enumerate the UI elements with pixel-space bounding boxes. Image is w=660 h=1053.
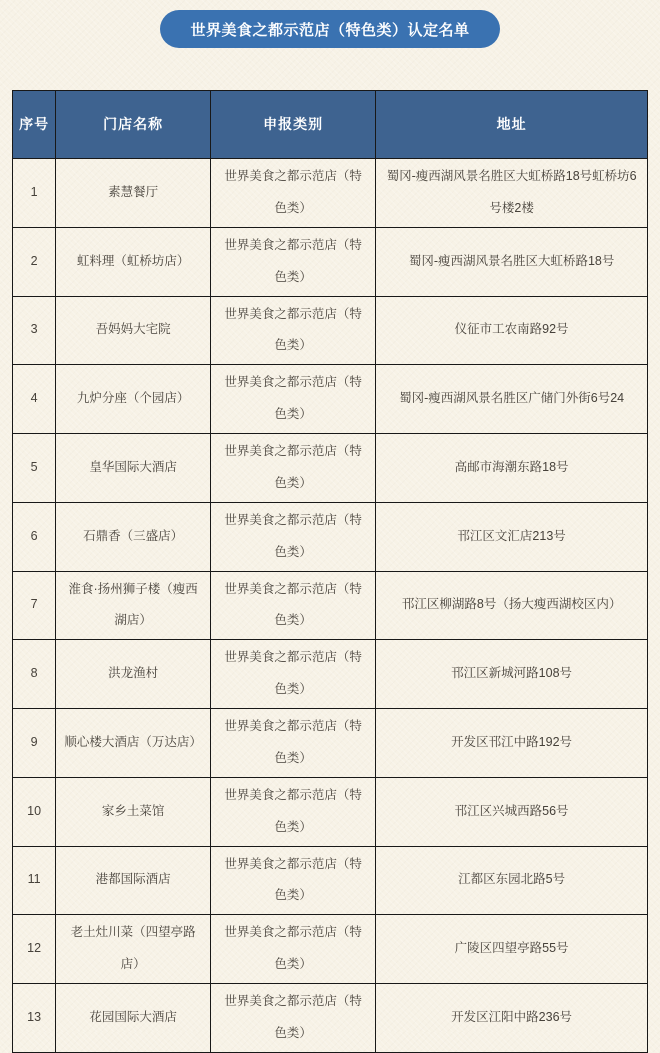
cell-address: 广陵区四望亭路55号: [376, 915, 648, 984]
table-row: [13, 502, 648, 571]
table-row: [13, 296, 648, 365]
table-row: [13, 846, 648, 915]
cell-address: 高邮市海潮东路18号: [376, 434, 648, 503]
cell-row-number: 11: [13, 846, 56, 915]
cell-store-name: 港都国际酒店: [56, 846, 211, 915]
cell-address: 蜀冈-瘦西湖风景名胜区广储门外街6号24: [376, 365, 648, 434]
table-row: [13, 777, 648, 846]
cell-category: 世界美食之都示范店（特色类）: [211, 915, 376, 984]
cell-category: 世界美食之都示范店（特色类）: [211, 571, 376, 640]
column-header-address: 地址: [376, 91, 648, 159]
cell-row-number: 7: [13, 571, 56, 640]
cell-store-name: 淮食·扬州狮子楼（瘦西湖店）: [56, 571, 211, 640]
cell-row-number: 8: [13, 640, 56, 709]
cell-category: 世界美食之都示范店（特色类）: [211, 640, 376, 709]
cell-address: 开发区江阳中路236号: [376, 984, 648, 1053]
cell-store-name: 家乡土菜馆: [56, 777, 211, 846]
cell-address: 蜀冈-瘦西湖风景名胜区大虹桥路18号: [376, 227, 648, 296]
table-row: [13, 227, 648, 296]
cell-category: 世界美食之都示范店（特色类）: [211, 434, 376, 503]
cell-address: 邗江区新城河路108号: [376, 640, 648, 709]
table-row: [13, 159, 648, 228]
cell-row-number: 1: [13, 159, 56, 228]
cell-store-name: 石鼎香（三盛店）: [56, 502, 211, 571]
certified-stores-table: [12, 90, 648, 1053]
cell-store-name: 顺心楼大酒店（万达店）: [56, 709, 211, 778]
cell-address: 邗江区兴城西路56号: [376, 777, 648, 846]
cell-address: 仪征市工农南路92号: [376, 296, 648, 365]
column-header-name: 门店名称: [56, 91, 211, 159]
cell-category: 世界美食之都示范店（特色类）: [211, 846, 376, 915]
table-row: [13, 571, 648, 640]
page-title: 世界美食之都示范店（特色类）认定名单: [160, 10, 500, 48]
cell-row-number: 10: [13, 777, 56, 846]
cell-row-number: 3: [13, 296, 56, 365]
cell-store-name: 九炉分座（个园店）: [56, 365, 211, 434]
cell-store-name: 老土灶川菜（四望亭路店）: [56, 915, 211, 984]
cell-address: 蜀冈-瘦西湖风景名胜区大虹桥路18号虹桥坊6号楼2楼: [376, 159, 648, 228]
cell-category: 世界美食之都示范店（特色类）: [211, 502, 376, 571]
cell-row-number: 4: [13, 365, 56, 434]
cell-row-number: 9: [13, 709, 56, 778]
certified-stores-table-wrap: [12, 90, 648, 1053]
cell-row-number: 2: [13, 227, 56, 296]
cell-row-number: 13: [13, 984, 56, 1053]
cell-store-name: 洪龙渔村: [56, 640, 211, 709]
cell-address: 邗江区柳湖路8号（扬大瘦西湖校区内）: [376, 571, 648, 640]
cell-category: 世界美食之都示范店（特色类）: [211, 984, 376, 1053]
cell-store-name: 吾妈妈大宅院: [56, 296, 211, 365]
table-body: [13, 159, 648, 1053]
cell-address: 邗江区文汇店213号: [376, 502, 648, 571]
cell-store-name: 素慧餐厅: [56, 159, 211, 228]
cell-row-number: 12: [13, 915, 56, 984]
table-row: [13, 709, 648, 778]
cell-row-number: 5: [13, 434, 56, 503]
column-header-no: 序号: [13, 91, 56, 159]
cell-category: 世界美食之都示范店（特色类）: [211, 227, 376, 296]
cell-address: 江都区东园北路5号: [376, 846, 648, 915]
page: [0, 10, 660, 1040]
table-row: [13, 365, 648, 434]
cell-category: 世界美食之都示范店（特色类）: [211, 365, 376, 434]
cell-category: 世界美食之都示范店（特色类）: [211, 709, 376, 778]
table-row: [13, 984, 648, 1053]
table-row: [13, 640, 648, 709]
table-row: [13, 915, 648, 984]
cell-store-name: 虹料理（虹桥坊店）: [56, 227, 211, 296]
cell-category: 世界美食之都示范店（特色类）: [211, 159, 376, 228]
column-header-category: 申报类别: [211, 91, 376, 159]
table-header-row: [13, 91, 648, 159]
cell-row-number: 6: [13, 502, 56, 571]
table-header: [13, 91, 648, 159]
table-row: [13, 434, 648, 503]
cell-store-name: 皇华国际大酒店: [56, 434, 211, 503]
cell-category: 世界美食之都示范店（特色类）: [211, 296, 376, 365]
cell-store-name: 花园国际大酒店: [56, 984, 211, 1053]
cell-address: 开发区邗江中路192号: [376, 709, 648, 778]
cell-category: 世界美食之都示范店（特色类）: [211, 777, 376, 846]
